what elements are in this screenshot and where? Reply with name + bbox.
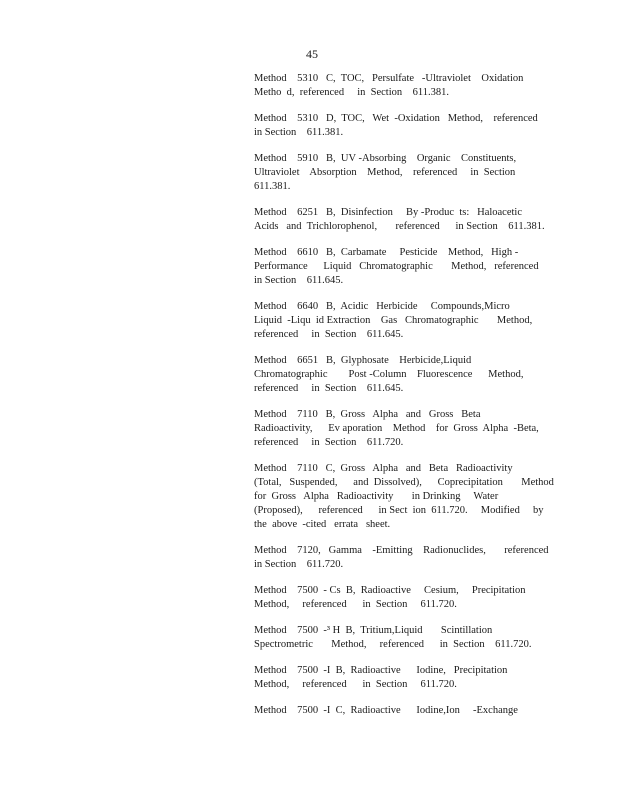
entry-line: referenced in Section 611.720. xyxy=(254,437,404,448)
method-entry xyxy=(254,704,536,718)
entry-line: in Section 611.720. xyxy=(254,559,344,570)
entry-line: Spectrometric Method, referenced in Section 611.720. xyxy=(254,639,532,650)
method-entry xyxy=(254,544,549,572)
method-entry xyxy=(254,112,536,140)
method-entry xyxy=(254,408,539,450)
entry-line: Method 6640 B, Acidic Herbicide Compounds,Micro xyxy=(254,301,510,312)
entry-line: Method 7500 -³ H B, Tritium,Liquid Scintillation xyxy=(254,625,493,636)
entry-line: Method 7110 C, Gross Alpha and Beta Radioactivity xyxy=(254,463,513,474)
entry-line: Method 7110 B, Gross Alpha and Gross Beta xyxy=(254,409,481,420)
method-entry xyxy=(254,664,536,692)
method-entry xyxy=(254,462,554,532)
entry-line: Liquid -Liqu id Extraction Gas Chromatographic Method, xyxy=(254,315,533,326)
entry-line: Acids and Trichlorophenol, referenced in Section 611.381. xyxy=(254,221,545,232)
method-entry xyxy=(254,584,536,612)
entry-line: in Section 611.381. xyxy=(254,127,344,138)
document-body xyxy=(254,72,554,730)
entry-line: Method 7500 -I B, Radioactive Iodine, Precipitation xyxy=(254,665,508,676)
method-entry xyxy=(254,246,539,288)
method-entry xyxy=(254,152,536,194)
method-entry xyxy=(254,624,536,652)
entry-line: referenced in Section 611.645. xyxy=(254,329,404,340)
entry-line: Method 7500 -I C, Radioactive Iodine,Ion -Exchange xyxy=(254,705,518,716)
entry-line: in Section 611.645. xyxy=(254,275,344,286)
entry-line: Method 6610 B, Carbamate Pesticide Method, High - xyxy=(254,247,519,258)
entry-line: the above -cited errata sheet. xyxy=(254,519,391,530)
method-entry xyxy=(254,206,545,234)
entry-line: Performance Liquid Chromatographic Method, referenced xyxy=(254,261,539,272)
entry-line: (Proposed), referenced in Sect ion 611.720. Modified by xyxy=(254,505,544,516)
entry-line: Method 5310 D, TOC, Wet -Oxidation Method, referenced xyxy=(254,113,538,124)
entry-line: (Total, Suspended, and Dissolved), Coprecipitation Method xyxy=(254,477,554,488)
entry-line: Method 7500 - Cs B, Radioactive Cesium, Precipitation xyxy=(254,585,526,596)
method-entry xyxy=(254,300,536,342)
method-entry xyxy=(254,354,536,396)
entry-line: Method 6651 B, Glyphosate Herbicide,Liquid xyxy=(254,355,472,366)
entry-line: Method, referenced in Section 611.720. xyxy=(254,679,457,690)
entry-line: Method 5310 C, TOC, Persulfate -Ultraviolet Oxidation xyxy=(254,73,524,84)
entry-line: for Gross Alpha Radioactivity in Drinking Water xyxy=(254,491,499,502)
entry-line: 611.381. xyxy=(254,181,291,192)
entry-line: Method 7120, Gamma -Emitting Radionuclides, referenced xyxy=(254,545,549,556)
entry-line: referenced in Section 611.645. xyxy=(254,383,404,394)
entry-line: Method 6251 B, Disinfection By -Produc ts: Haloacetic xyxy=(254,207,523,218)
entry-line: Metho d, referenced in Section 611.381. xyxy=(254,87,449,98)
entry-line: Method 5910 B, UV -Absorbing Organic Constituents, xyxy=(254,153,517,164)
method-entry xyxy=(254,72,536,100)
page-number: 45 xyxy=(306,47,318,61)
entry-line: Radioactivity, Ev aporation Method for Gross Alpha -Beta, xyxy=(254,423,539,434)
entry-line: Method, referenced in Section 611.720. xyxy=(254,599,457,610)
entry-line: Chromatographic Post -Column Fluorescence Method, xyxy=(254,369,524,380)
entry-line: Ultraviolet Absorption Method, referenced in Section xyxy=(254,167,516,178)
